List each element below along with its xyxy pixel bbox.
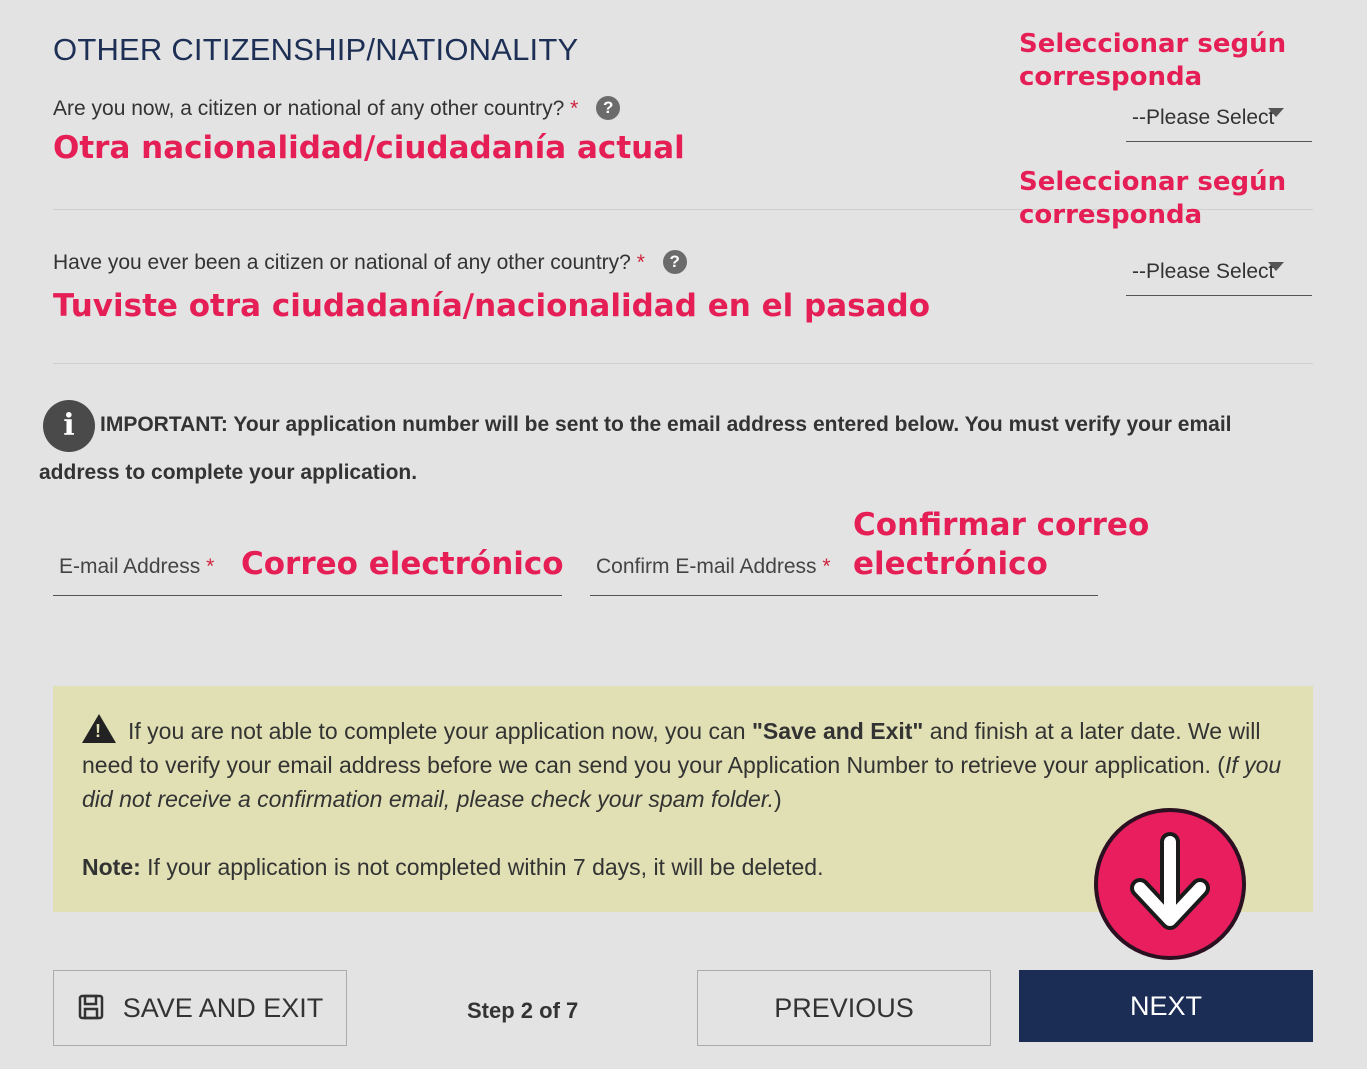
step-indicator: Step 2 of 7 [467,998,579,1023]
divider [53,363,1313,364]
required-marker: * [822,555,831,578]
confirm-email-label-text: Confirm E-mail Address [596,555,817,578]
current-citizenship-select[interactable] [1126,98,1312,142]
required-marker: * [206,555,215,578]
confirm-email-annotation-line2: electrónico [853,546,1048,582]
info-circle-icon: i [43,400,95,452]
question-circle-icon[interactable]: ? [663,250,687,274]
select-value: --Please Select [1132,260,1275,283]
confirm-email-annotation-line1: Confirmar correo [853,507,1150,543]
email-field-label [59,555,214,579]
question-circle-icon[interactable]: ? [596,96,620,120]
notice-paragraph: ! If you are not able to complete your application now, you can "Save and Exit" and finish at a later date. We will need to verify your email address before we can send you your Application Number to retrieve your application. (If you did not receive a confirmation email, please check your spam folder.) [82,714,1283,816]
question-annotation-1: Otra nacionalidad/ciudadanía actual [53,130,685,166]
floppy-disk-icon [77,993,105,1021]
save-and-exit-label: SAVE AND EXIT [122,993,324,1023]
question-previous-citizenship [53,250,687,275]
question-text: Have you ever been a citizen or national of any other country? [53,251,631,274]
select-annotation-2: Seleccionar según corresponda [1019,167,1287,230]
important-text-line2: address to complete your application. [39,461,418,484]
arrow-down-icon [1098,812,1242,956]
confirm-email-field-label [596,555,831,579]
previous-citizenship-select[interactable] [1126,252,1312,296]
question-text: Are you now, a citizen or national of any other country? [53,97,565,120]
email-label-text: E-mail Address [59,555,201,578]
question-current-citizenship [53,96,620,121]
important-text-line1: IMPORTANT: Your application number will be sent to the email address entered below. You must verify your email [100,413,1232,436]
notice-note: Note: If your application is not completed within 7 days, it will be deleted. [82,854,824,880]
caret-down-icon [1268,108,1284,117]
confirm-email-field[interactable] [590,595,1098,596]
previous-button[interactable]: PREVIOUS [697,970,991,1046]
required-marker: * [570,97,579,120]
email-field[interactable] [53,595,562,596]
select-annotation-1: Seleccionar según corresponda [1019,29,1287,92]
arrow-down-annotation [1094,808,1246,960]
section-title: OTHER CITIZENSHIP/NATIONALITY [53,32,579,67]
confirm-email-annotation [853,506,1149,584]
next-button[interactable]: NEXT [1019,970,1313,1042]
select-value: --Please Select [1132,106,1275,129]
warning-triangle-icon: ! [82,714,116,743]
caret-down-icon [1268,262,1284,271]
email-annotation: Correo electrónico [241,546,564,582]
required-marker: * [636,251,645,274]
question-annotation-2: Tuviste otra ciudadanía/nacionalidad en el pasado [53,288,930,324]
save-and-exit-button[interactable] [53,970,347,1046]
